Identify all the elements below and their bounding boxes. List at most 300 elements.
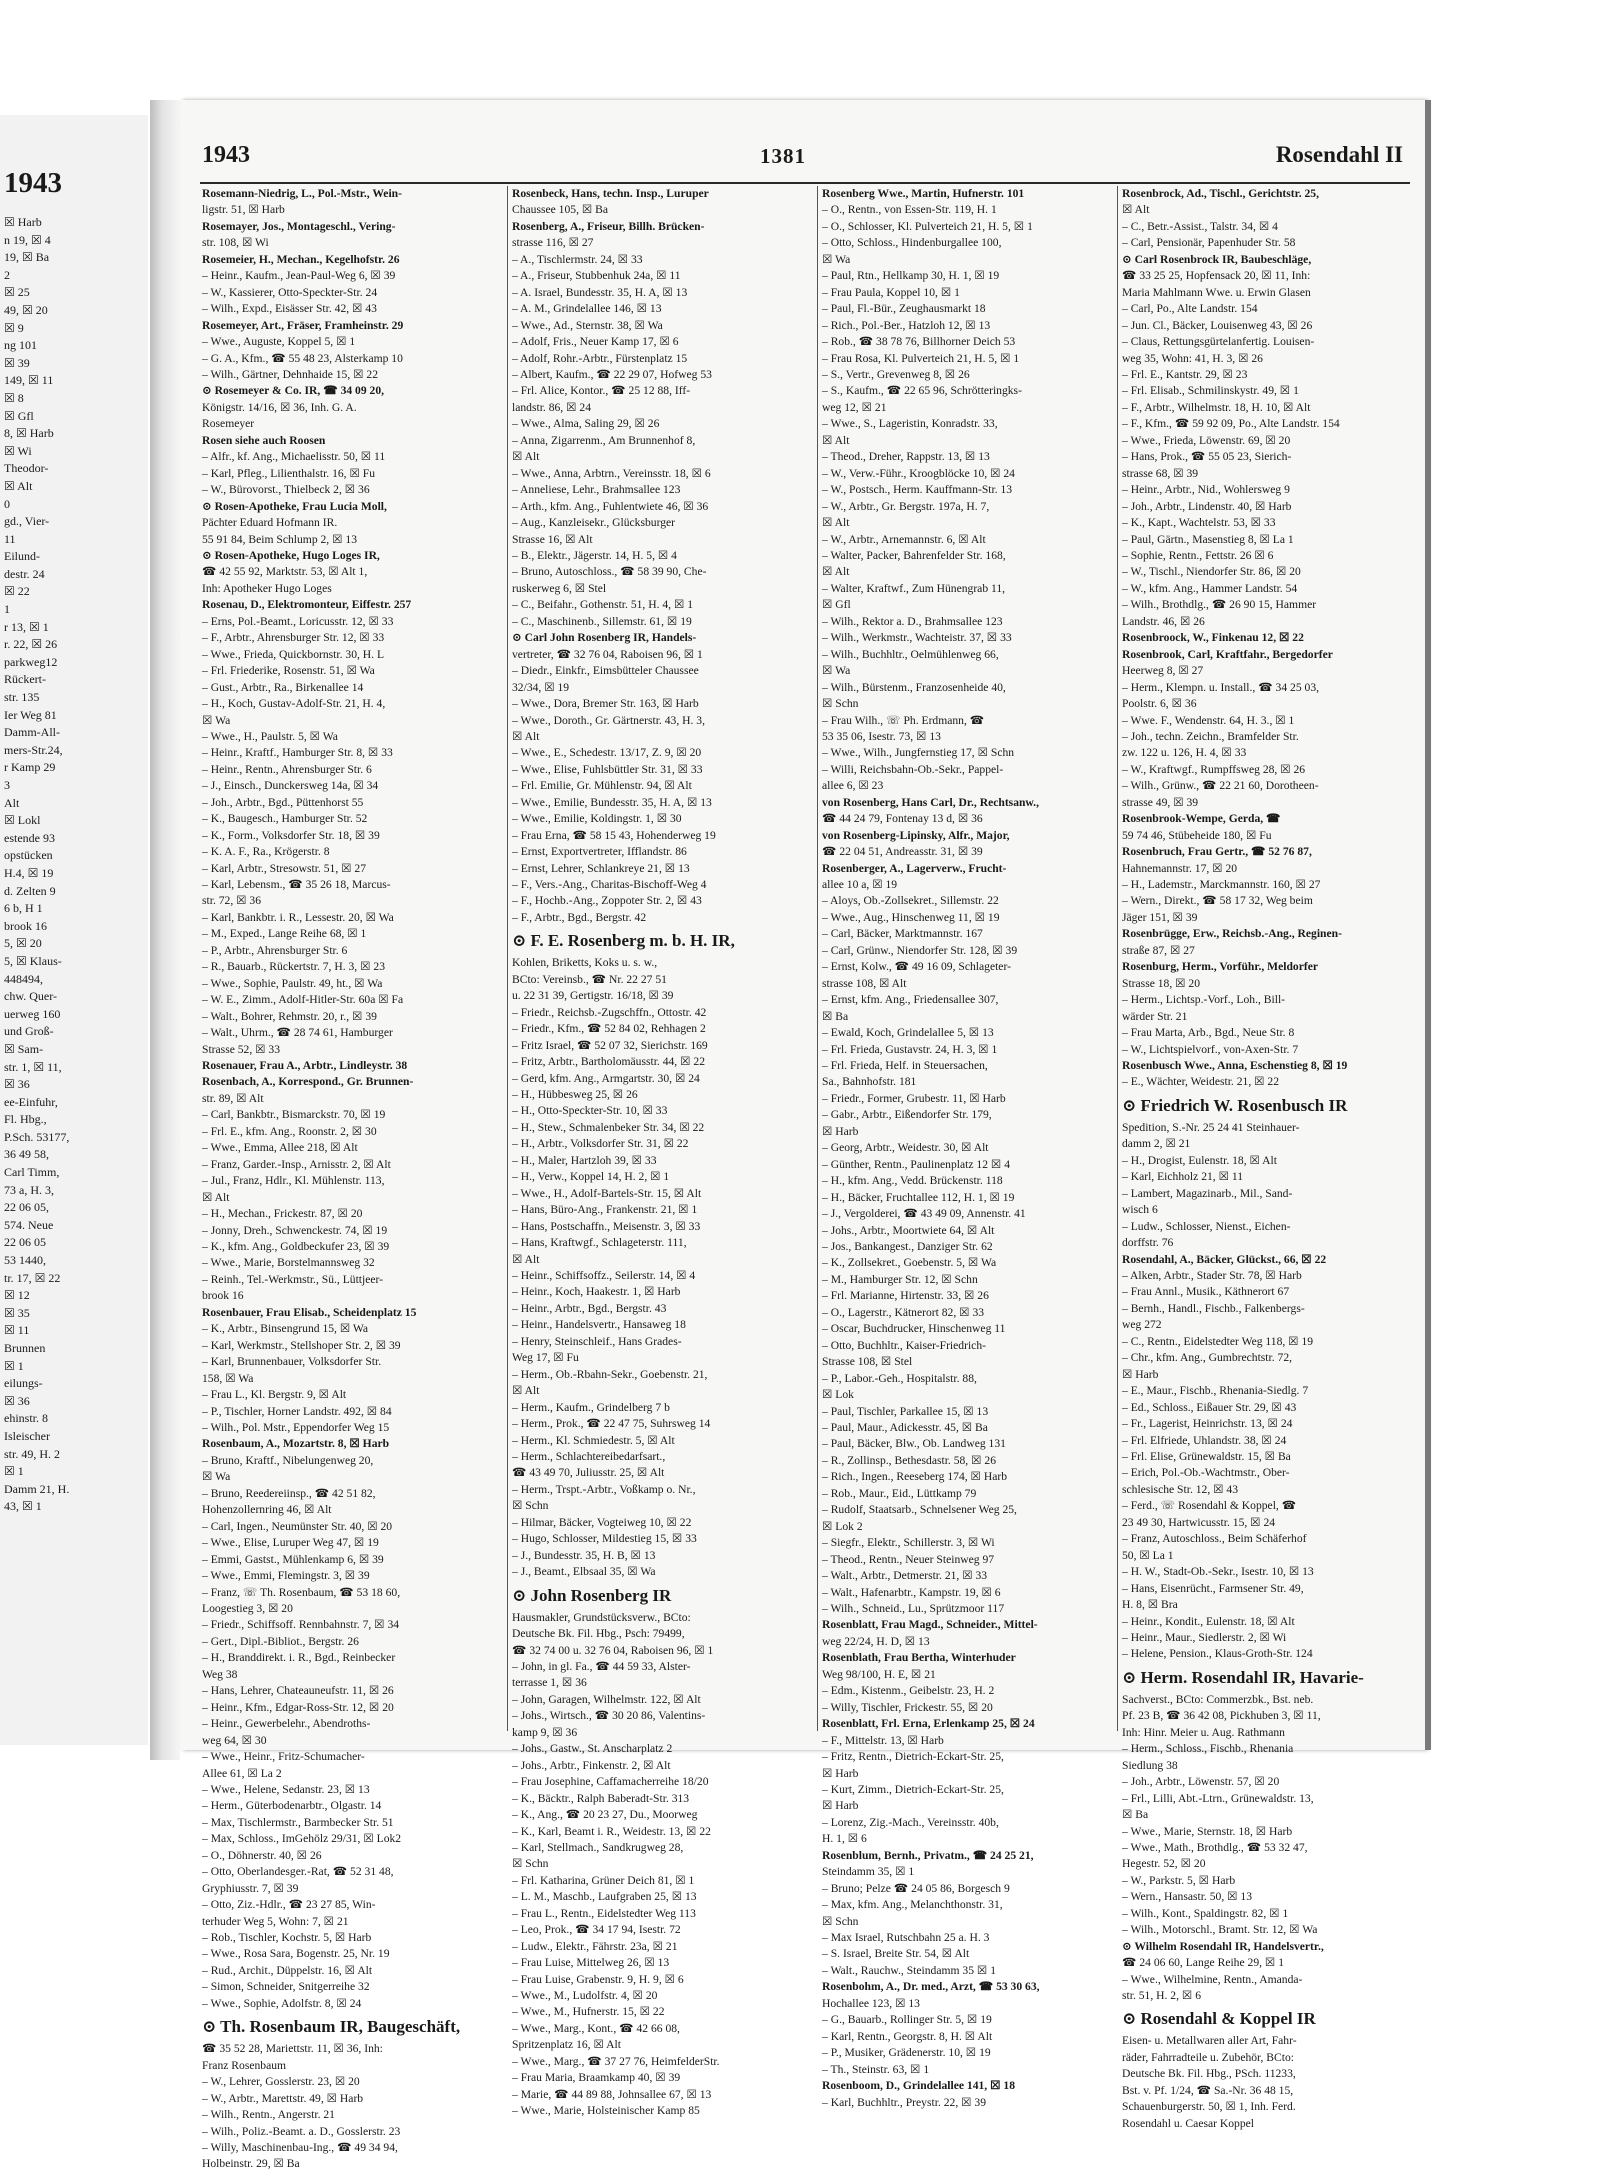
directory-entry: str. 108, ☒ Wi — [202, 236, 269, 250]
directory-entry: – Wwe., Rosa Sara, Bogenstr. 25, Nr. 19 — [202, 1947, 390, 1961]
directory-entry: – Paul, Bäcker, Blw., Ob. Landweg 131 — [822, 1437, 1006, 1451]
column-divider — [507, 186, 508, 1731]
fragment-line: chw. Quer- — [4, 989, 57, 1004]
scan-margin — [0, 0, 1600, 55]
directory-entry: – Georg, Arbtr., Weidestr. 30, ☒ Alt — [822, 1141, 989, 1155]
directory-entry: ☎ 32 74 00 u. 32 76 04, Raboisen 96, ☒ 1 — [512, 1643, 714, 1657]
directory-column-3 — [822, 186, 1122, 2109]
directory-entry: – Carl, Ingen., Neumünster Str. 40, ☒ 20 — [202, 1519, 393, 1533]
directory-entry: – Frau Erna, ☎ 58 15 43, Hohenderweg 19 — [512, 828, 716, 842]
directory-entry: Rosenbrook-Wempe, Gerda, ☎ — [1122, 812, 1281, 826]
directory-entry: ☒ Lok 2 — [822, 1519, 863, 1533]
directory-entry: str. 89, ☒ Alt — [202, 1091, 264, 1105]
directory-entry: ⊙ Th. Rosenbaum IR, Baugeschäft, — [202, 2017, 461, 2037]
directory-entry: – W., Parkstr. 5, ☒ Harb — [1122, 1873, 1236, 1887]
directory-entry: straße 87, ☒ 27 — [1122, 943, 1195, 957]
directory-entry: – Karl, Werkmstr., Stellshoper Str. 2, ☒ 39 — [202, 1338, 401, 1352]
directory-entry: – Wwe., Wilhelmine, Rentn., Amanda- — [1122, 1972, 1303, 1986]
directory-entry: – Johs., Gastw., St. Anscharplatz 2 — [512, 1742, 673, 1756]
directory-entry: – Wwe., Sophie, Paulstr. 49, ht., ☒ Wa — [202, 976, 383, 990]
directory-entry: ☎ 33 25 25, Hopfensack 20, ☒ 11, Inh: — [1122, 269, 1311, 283]
directory-entry: – Carl, Po., Alte Landstr. 154 — [1122, 302, 1258, 316]
directory-entry: – Rob., ☎ 38 78 76, Billhorner Deich 53 — [822, 335, 1016, 349]
directory-entry: – Alken, Arbtr., Stader Str. 78, ☒ Harb — [1122, 1269, 1302, 1282]
directory-entry: – R., Zollinsp., Bethesdastr. 58, ☒ 26 — [822, 1453, 996, 1467]
directory-entry: – Emmi, Gastst., Mühlenkamp 6, ☒ 39 — [202, 1552, 384, 1566]
directory-entry: – K., Kapt., Wachtelstr. 53, ☒ 33 — [1122, 516, 1276, 530]
directory-entry: – Frl. Elfriede, Uhlandstr. 38, ☒ 24 — [1122, 1433, 1287, 1447]
directory-entry: – C., Rentn., Eidelstedter Weg 118, ☒ 19 — [1122, 1334, 1314, 1348]
directory-entry: – Max Israel, Rutschbahn 25 a. H. 3 — [822, 1931, 990, 1945]
directory-entry: – Gert., Dipl.-Bibliot., Bergstr. 26 — [202, 1634, 359, 1648]
directory-entry: – Karl, Stellmach., Sandkrugweg 28, — [512, 1840, 684, 1854]
directory-entry: Strasse 16, ☒ Alt — [512, 532, 593, 546]
directory-entry: – Carl, Bäcker, Marktmannstr. 167 — [822, 927, 983, 941]
directory-entry: – Wwe., Dora, Bremer Str. 163, ☒ Harb — [512, 697, 699, 711]
directory-entry: – H., Koch, Gustav-Adolf-Str. 21, H. 4, — [202, 697, 386, 711]
directory-entry: – Wwe., H., Adolf-Bartels-Str. 15, ☒ Alt — [512, 1186, 702, 1200]
directory-column-2 — [512, 186, 812, 2118]
directory-entry: – Otto, Ziz.-Hdlr., ☎ 23 27 85, Win- — [202, 1898, 376, 1912]
directory-entry: – Frau Rosa, Kl. Pulverteich 21, H. 5, ☒ 1 — [822, 351, 1020, 365]
directory-entry: – Theod., Dreher, Rappstr. 13, ☒ 13 — [822, 450, 990, 464]
fragment-line: ☒ 1 — [4, 1358, 24, 1373]
directory-entry: Rosenbusch Wwe., Anna, Eschenstieg 8, ☒ 19 — [1122, 1059, 1348, 1073]
directory-entry: – Wwe., Emmi, Flemingstr. 3, ☒ 39 — [202, 1569, 370, 1583]
directory-entry: – H., Mechan., Frickestr. 87, ☒ 20 — [202, 1207, 363, 1221]
directory-entry: strasse 108, ☒ Alt — [822, 976, 907, 990]
directory-entry: – Frl. Emilie, Gr. Mühlenstr. 94, ☒ Alt — [512, 779, 692, 793]
directory-entry: – Wilh., Poliz.-Beamt. a. D., Gosslerstr. 23 — [202, 2124, 401, 2138]
directory-entry: – Albert, Kaufm., ☎ 22 29 07, Hofweg 53 — [512, 367, 712, 381]
directory-entry: – O., Rentn., von Essen-Str. 119, H. 1 — [822, 203, 997, 217]
directory-entry: – F., Arbtr., Ahrensburger Str. 12, ☒ 33 — [202, 631, 385, 645]
directory-entry: – Rob., Tischler, Kochstr. 5, ☒ Harb — [202, 1931, 372, 1945]
directory-entry: 50, ☒ La 1 — [1122, 1548, 1174, 1562]
directory-entry: ☒ Schn — [822, 1914, 859, 1928]
directory-entry: – Frl., Lilli, Abt.-Ltrn., Grünewaldstr. 13, — [1122, 1791, 1314, 1805]
fragment-line: brook 16 — [4, 918, 47, 933]
directory-entry: von Rosenberg, Hans Carl, Dr., Rechtsanw., — [822, 795, 1039, 809]
directory-entry: – Fritz, Rentn., Dietrich-Eckart-Str. 25, — [822, 1750, 1004, 1764]
directory-entry: – Rich., Ingen., Reeseberg 174, ☒ Harb — [822, 1470, 1008, 1484]
directory-entry: – Walt., Rauchw., Steindamm 35 ☒ 1 — [822, 1963, 997, 1977]
directory-entry: – Wilh., Rentn., Angerstr. 21 — [202, 2108, 335, 2122]
directory-entry: ☎ 43 49 70, Juliusstr. 25, ☒ Alt — [512, 1466, 665, 1480]
directory-entry: – Willi, Reichsbahn-Ob.-Sekr., Pappel- — [822, 762, 1004, 776]
directory-entry: Strasse 52, ☒ 33 — [202, 1042, 281, 1056]
directory-entry: – Hans, Büro-Ang., Frankenstr. 21, ☒ 1 — [512, 1203, 698, 1217]
fragment-line: 0 — [4, 496, 10, 511]
fragment-line: 11 — [4, 531, 16, 546]
directory-entry: – O., Lagerstr., Kätnerort 82, ☒ 33 — [822, 1305, 985, 1319]
directory-entry: H. 1, ☒ 6 — [822, 1832, 867, 1846]
directory-entry: – Wilh., Bürstenm., Franzosenheide 40, — [822, 680, 1006, 694]
directory-entry: – Bruno; Pelze ☎ 24 05 86, Borgesch 9 — [822, 1881, 1010, 1895]
previous-page-number: 1943 — [4, 167, 62, 199]
page-edge-shadow — [1425, 100, 1431, 1750]
directory-entry: – Walt., Arbtr., Detmerstr. 21, ☒ 33 — [822, 1569, 988, 1583]
directory-entry: – H., Verw., Koppel 14, H. 2, ☒ 1 — [512, 1170, 670, 1184]
directory-entry: – Friedr., Reichsb.-Zugschffn., Ottostr. 42 — [512, 1005, 707, 1019]
directory-entry: ☒ Alt — [822, 433, 850, 447]
directory-entry: räder, Fahrradteile u. Zubehör, BCto: — [1122, 2050, 1294, 2064]
directory-entry: – Aloys, Ob.-Zollsekret., Sillemstr. 22 — [822, 894, 999, 908]
directory-entry: – R., Bauarb., Rückertstr. 7, H. 3, ☒ 23 — [202, 960, 385, 974]
directory-entry: – G., Bauarb., Rollinger Str. 5, ☒ 19 — [822, 2013, 992, 2027]
directory-entry: – Joh., techn. Zeichn., Bramfelder Str. — [1122, 729, 1299, 743]
directory-entry: – Otto, Schloss., Hindenburgallee 100, — [822, 236, 1002, 250]
directory-entry: – Adolf, Rohr.-Arbtr., Fürstenplatz 15 — [512, 351, 688, 365]
directory-entry: – Frau Marta, Arb., Bgd., Neue Str. 8 — [1122, 1026, 1295, 1040]
directory-entry: terrasse 1, ☒ 36 — [512, 1676, 587, 1690]
directory-entry: – Wwe., Marie, Sternstr. 18, ☒ Harb — [1122, 1824, 1293, 1838]
directory-entry: ☒ Gfl — [822, 598, 851, 612]
directory-entry: – W., Verw.-Führ., Kroogblöcke 10, ☒ 24 — [822, 466, 1015, 480]
directory-entry: – Wwe., Alma, Saling 29, ☒ 26 — [512, 417, 660, 431]
directory-entry: – Fr., Lagerist, Heinrichstr. 13, ☒ 24 — [1122, 1417, 1293, 1431]
directory-entry: strasse 49, ☒ 39 — [1122, 795, 1199, 809]
directory-entry: – Wilh., Schneid., Lu., Sprützmoor 117 — [822, 1601, 1005, 1615]
directory-entry: – Frau L., Kl. Bergstr. 9, ☒ Alt — [202, 1388, 347, 1402]
directory-entry: – Heinr., Maur., Siedlerstr. 2, ☒ Wi — [1122, 1630, 1287, 1644]
directory-entry: – Oscar, Buchdrucker, Hinschenweg 11 — [822, 1322, 1006, 1336]
directory-entry: – Henry, Steinschleif., Hans Grades- — [512, 1334, 682, 1348]
directory-entry: kamp 9, ☒ 36 — [512, 1725, 578, 1739]
directory-entry: – Herm., Prok., ☎ 22 47 75, Suhrsweg 14 — [512, 1417, 711, 1431]
directory-entry: – Wern., Hansastr. 50, ☒ 13 — [1122, 1890, 1252, 1904]
directory-entry: – Frl. E., kfm. Ang., Roonstr. 2, ☒ 30 — [202, 1124, 377, 1138]
directory-entry: Rosen siehe auch Roosen — [202, 433, 326, 447]
directory-entry: Weg 17, ☒ Fu — [512, 1351, 579, 1365]
directory-entry: – P., Tischler, Horner Landstr. 492, ☒ 84 — [202, 1404, 392, 1418]
directory-entry: – Frau Luise, Grabenstr. 9, H. 9, ☒ 6 — [512, 1972, 684, 1986]
directory-entry: – Kurt, Zimm., Dietrich-Eckart-Str. 25, — [822, 1782, 1004, 1796]
directory-entry: – Heinr., Arbtr., Nid., Wohlersweg 9 — [1122, 483, 1290, 497]
directory-entry: Rosenblatt, Frau Magd., Schneider., Mittel- — [822, 1618, 1038, 1632]
directory-entry: ☒ Alt — [822, 516, 850, 530]
fragment-line: ☒ 25 — [4, 285, 30, 300]
directory-entry: ☒ Alt — [512, 450, 540, 464]
directory-entry: – A., Friseur, Stubbenhuk 24a, ☒ 11 — [512, 269, 681, 283]
directory-entry: – Carl, Pensionär, Papenhuder Str. 58 — [1122, 236, 1296, 250]
directory-entry: – Wwe., Aug., Hinschenweg 11, ☒ 19 — [822, 910, 1000, 924]
fragment-line: ☒ Lokl — [4, 813, 41, 828]
directory-page — [180, 100, 1425, 2171]
directory-entry: – M., Exped., Lange Reihe 68, ☒ 1 — [202, 927, 367, 941]
directory-entry: ☒ Wa — [202, 1470, 231, 1484]
fragment-line: d. Zelten 9 — [4, 883, 56, 898]
directory-entry: Rosenbruch, Frau Gertr., ☎ 52 76 87, — [1122, 845, 1312, 859]
directory-entry: – Franz, Autoschloss., Beim Schäferhof — [1122, 1532, 1307, 1546]
directory-entry: – Ewald, Koch, Grindelallee 5, ☒ 13 — [822, 1026, 994, 1040]
page-header — [180, 142, 1425, 182]
running-title: Rosendahl II — [1275, 142, 1403, 167]
directory-entry: ⊙ Rosen-Apotheke, Frau Lucia Moll, — [202, 499, 387, 513]
fragment-line: ☒ 36 — [4, 1077, 30, 1092]
directory-entry: – Ernst, Exportvertreter, Ifflandstr. 86 — [512, 845, 687, 859]
directory-entry: – K., Bäcktr., Ralph Baberadt-Str. 313 — [512, 1791, 690, 1805]
directory-entry: – F., Vers.-Ang., Charitas-Bischoff-Weg 4 — [512, 878, 707, 892]
directory-entry: – Max, kfm. Ang., Melanchthonstr. 31, — [822, 1898, 1003, 1912]
directory-entry: – Paul, Rtn., Hellkamp 30, H. 1, ☒ 19 — [822, 269, 1000, 283]
directory-entry: Chaussee 105, ☒ Ba — [512, 203, 609, 217]
directory-entry: ☒ Harb — [822, 1766, 859, 1780]
directory-entry: ☒ Ba — [822, 1009, 849, 1023]
fragment-line: ee-Einfuhr, — [4, 1094, 58, 1109]
directory-entry: – Fritz, Arbtr., Bartholomäusstr. 44, ☒ 22 — [512, 1055, 705, 1069]
directory-entry: – Ludw., Schlosser, Nienst., Eichen- — [1122, 1219, 1291, 1233]
fragment-line: 8, ☒ Harb — [4, 426, 54, 441]
directory-entry: – Wwe., M., Hufnerstr. 15, ☒ 22 — [512, 2005, 665, 2019]
directory-entry: Inh: Apotheker Hugo Loges — [202, 581, 332, 595]
fragment-line: eilungs- — [4, 1376, 43, 1391]
directory-entry: – A., Tischlermstr. 24, ☒ 33 — [512, 252, 643, 266]
directory-entry: Allee 61, ☒ La 2 — [202, 1766, 282, 1780]
directory-entry: – K., Baugesch., Hamburger Str. 52 — [202, 812, 368, 826]
directory-entry: Hegestr. 52, ☒ 20 — [1122, 1857, 1206, 1871]
directory-entry: – G. A., Kfm., ☎ 55 48 23, Alsterkamp 10 — [202, 351, 403, 365]
directory-entry: weg 35, Wohn: 41, H. 3, ☒ 26 — [1122, 351, 1263, 365]
directory-entry: – Frl. Katharina, Grüner Deich 81, ☒ 1 — [512, 1873, 695, 1887]
directory-entry: – Hilmar, Bäcker, Vogteiweg 10, ☒ 22 — [512, 1515, 692, 1529]
fragment-line: mers-Str.24, — [4, 742, 63, 757]
directory-entry: – Wilh., Gärtner, Dehnhaide 15, ☒ 22 — [202, 367, 379, 381]
directory-entry: ☒ Ba — [1122, 1808, 1149, 1822]
directory-entry: – Hans, Lehrer, Chateauneufstr. 11, ☒ 26 — [202, 1684, 394, 1698]
directory-entry: weg 272 — [1122, 1318, 1162, 1332]
directory-entry: – F., Kfm., ☎ 59 92 09, Po., Alte Landstr. 154 — [1122, 417, 1340, 431]
directory-entry: – J., Bundesstr. 35, H. B, ☒ 13 — [512, 1548, 656, 1562]
directory-entry: – B., Elektr., Jägerstr. 14, H. 5, ☒ 4 — [512, 548, 677, 562]
directory-entry: – O., Schlosser, Kl. Pulverteich 21, H. 5, ☒ 1 — [822, 219, 1033, 233]
directory-entry: – A. Israel, Bundesstr. 35, H. A, ☒ 13 — [512, 285, 688, 299]
directory-entry: ☒ Wa — [202, 713, 231, 727]
directory-entry: Rosemann-Niedrig, L., Pol.-Mstr., Wein- — [202, 187, 402, 200]
directory-entry: – Johs., Arbtr., Moortwiete 64, ☒ Alt — [822, 1223, 995, 1237]
directory-entry: – Rudolf, Staatsarb., Schnelsener Weg 25, — [822, 1503, 1017, 1517]
directory-entry: – W., Bürovorst., Thielbeck 2, ☒ 36 — [202, 483, 370, 497]
fragment-line: str. 49, H. 2 — [4, 1446, 61, 1461]
directory-entry: – Wilh., Kont., Spaldingstr. 82, ☒ 1 — [1122, 1906, 1289, 1920]
directory-entry: – Paul, Maur., Adickesstr. 45, ☒ Ba — [822, 1420, 988, 1434]
column-divider — [817, 186, 818, 1731]
directory-entry: – Heinr., Kondit., Eulenstr. 18, ☒ Alt — [1122, 1614, 1295, 1628]
directory-entry: – Wwe., Helene, Sedanstr. 23, ☒ 13 — [202, 1782, 370, 1796]
directory-entry: – S., Vertr., Grevenweg 8, ☒ 26 — [822, 367, 970, 381]
directory-entry: – Hans, Eisenrücht., Farmsener Str. 49, — [1122, 1581, 1304, 1595]
directory-entry: – Wwe., Marg., Kont., ☎ 42 66 08, — [512, 2021, 680, 2035]
directory-entry: Rosemeyer — [202, 417, 255, 431]
directory-entry: BCto: Vereinsb., ☎ Nr. 22 27 51 — [512, 972, 667, 986]
directory-entry: Rosenblath, Frau Bertha, Winterhuder — [822, 1651, 1016, 1665]
directory-entry: ⊙ Friedrich W. Rosenbusch IR — [1122, 1095, 1348, 1115]
directory-entry: – Herm., Kaufm., Grindelberg 7 b — [512, 1400, 670, 1414]
directory-entry: Rosendahl u. Caesar Koppel — [1122, 2116, 1255, 2130]
directory-entry: – Lorenz, Zig.-Mach., Vereinsstr. 40b, — [822, 1815, 999, 1829]
fragment-line: 36 49 58, — [4, 1147, 49, 1162]
directory-entry: ☒ Alt — [512, 1384, 540, 1398]
fragment-line: und Groß- — [4, 1024, 54, 1039]
directory-entry: – Bruno, Kraftf., Nibelungenweg 20, — [202, 1453, 374, 1467]
directory-entry: allee 6, ☒ 23 — [822, 779, 884, 793]
directory-entry: – Frau Josephine, Caffamacherreihe 18/20 — [512, 1775, 709, 1789]
directory-entry: Hahnemannstr. 17, ☒ 20 — [1122, 861, 1238, 875]
directory-entry: – Reinh., Tel.-Werkmstr., Sü., Lüttjeer- — [202, 1272, 384, 1286]
directory-entry: – Hugo, Schlosser, Mildestieg 15, ☒ 33 — [512, 1532, 697, 1546]
fragment-line: ☒ Sam- — [4, 1041, 44, 1056]
directory-entry: ☒ Lok — [822, 1388, 854, 1402]
directory-entry: Franz Rosenbaum — [202, 2058, 287, 2072]
directory-entry: ⊙ F. E. Rosenberg m. b. H. IR, — [512, 931, 735, 951]
directory-entry: – Johs., Wirtsch., ☎ 30 20 86, Valentins- — [512, 1709, 706, 1723]
directory-entry: – Hans, Prok., ☎ 55 05 23, Sierich- — [1122, 450, 1292, 464]
directory-entry: – P., Labor.-Geh., Hospitalstr. 88, — [822, 1371, 977, 1385]
directory-entry: – Wwe. F., Wendenstr. 64, H. 3., ☒ 1 — [1122, 713, 1295, 727]
directory-entry: – Gust., Arbtr., Ra., Birkenallee 14 — [202, 680, 364, 694]
directory-entry: – Heinr., Koch, Haakestr. 1, ☒ Harb — [512, 1285, 681, 1299]
directory-entry: – Arth., kfm. Ang., Fuhlentwiete 46, ☒ 36 — [512, 499, 709, 513]
directory-entry: – Wwe., Marg., ☎ 37 27 76, HeimfelderStr. — [512, 2054, 720, 2068]
directory-entry: ⊙ Carl John Rosenberg IR, Handels- — [512, 631, 697, 645]
directory-entry: – K., Zollsekret., Goebenstr. 5, ☒ Wa — [822, 1256, 997, 1270]
directory-entry: – Heinr., Schiffsoffz., Seilerstr. 14, ☒ 4 — [512, 1269, 696, 1282]
fragment-line: 448494, — [4, 971, 43, 986]
fragment-line: 3 — [4, 778, 10, 792]
fragment-line: 22 06 05 — [4, 1235, 46, 1250]
directory-entry: – Walt., Bohrer, Rehmstr. 20, r., ☒ 39 — [202, 1009, 377, 1023]
directory-entry: – F., Arbtr., Bgd., Bergstr. 42 — [512, 910, 647, 924]
directory-entry: – Frau Wilh., ☏ Ph. Erdmann, ☎ — [822, 713, 985, 727]
column-divider — [1117, 186, 1118, 1731]
directory-entry: – Wwe., Frieda, Löwenstr. 69, ☒ 20 — [1122, 433, 1291, 447]
directory-entry: – Diedr., Einkfr., Eimsbütteler Chaussee — [512, 664, 699, 678]
fragment-line: ☒ Harb — [4, 215, 42, 229]
directory-entry: – Gerd, kfm. Ang., Armgartstr. 30, ☒ 24 — [512, 1071, 700, 1085]
fragment-line: Carl Timm, — [4, 1165, 60, 1180]
directory-entry: ☒ Harb — [822, 1799, 859, 1813]
directory-entry: Königstr. 14/16, ☒ 36, Inh. G. A. — [202, 400, 357, 414]
fragment-line: 49, ☒ 20 — [4, 302, 48, 317]
directory-entry: – Heinr., Kfm., Edgar-Ross-Str. 12, ☒ 20 — [202, 1700, 394, 1714]
fragment-line: ☒ 12 — [4, 1288, 30, 1303]
directory-entry: – Johs., Arbtr., Finkenstr. 2, ☒ Alt — [512, 1758, 671, 1772]
directory-entry: Rosenboom, D., Grindelallee 141, ☒ 18 — [822, 2079, 1015, 2093]
directory-entry: – Frl. Frieda, Gustavstr. 24, H. 3, ☒ 1 — [822, 1042, 998, 1056]
directory-entry: zw. 122 u. 126, H. 4, ☒ 33 — [1122, 746, 1247, 760]
directory-entry: – J., Beamt., Elbsaal 35, ☒ Wa — [512, 1565, 656, 1579]
previous-page-fragment — [0, 115, 148, 1745]
fragment-line: r 13, ☒ 1 — [4, 619, 49, 634]
directory-entry: – Helene, Pension., Klaus-Groth-Str. 124 — [1122, 1647, 1313, 1661]
directory-entry: – W., Kraftwgf., Rumpffsweg 28, ☒ 26 — [1122, 762, 1306, 776]
fragment-line: ☒ 36 — [4, 1393, 30, 1408]
directory-entry: – K., Karl, Beamt i. R., Weidestr. 13, ☒ 22 — [512, 1824, 711, 1838]
directory-entry: Rosenbohm, A., Dr. med., Arzt, ☎ 53 30 63, — [822, 1980, 1040, 1994]
directory-entry: – W., kfm. Ang., Hammer Landstr. 54 — [1122, 581, 1298, 595]
directory-entry: – Wwe., S., Lageristin, Konradstr. 33, — [822, 417, 998, 431]
directory-entry: – Willy, Tischler, Frickestr. 55, ☒ 20 — [822, 1700, 993, 1714]
directory-entry: – K., Ang., ☎ 20 23 27, Du., Moorweg — [512, 1808, 698, 1822]
directory-entry: – Wilh., Rektor a. D., Brahmsallee 123 — [822, 614, 1003, 628]
fragment-line: ☒ 9 — [4, 320, 24, 335]
directory-entry: – H., Bäcker, Fruchtallee 112, H. 1, ☒ 19 — [822, 1190, 1015, 1204]
fragment-line: ☒ 35 — [4, 1305, 30, 1320]
directory-entry: – Alfr., kf. Ang., Michaelisstr. 50, ☒ 11 — [202, 450, 386, 464]
fragment-line: Alt — [4, 795, 20, 810]
directory-entry: ☒ Alt — [512, 1252, 540, 1266]
fragment-line: 1 — [4, 602, 10, 617]
fragment-line: tr. 17, ☒ 22 — [4, 1270, 61, 1285]
directory-entry: – Frl. E., Kantstr. 29, ☒ 23 — [1122, 367, 1248, 381]
directory-entry: Gryphiusstr. 7, ☒ 39 — [202, 1881, 299, 1895]
directory-entry: – Friedr., Kfm., ☎ 52 84 02, Rehhagen 2 — [512, 1022, 706, 1036]
directory-entry: 23 49 30, Hartwicusstr. 15, ☒ 24 — [1122, 1515, 1276, 1529]
fragment-line: 22 06 05, — [4, 1200, 49, 1215]
directory-entry: – W., Postsch., Herm. Kauffmann-Str. 13 — [822, 483, 1013, 497]
directory-entry: – W., Tischl., Niendorfer Str. 86, ☒ 20 — [1122, 565, 1301, 579]
directory-column-1 — [202, 186, 502, 2171]
directory-entry: ☒ Wa — [822, 252, 851, 266]
directory-entry: – W., Arbtr., Arnemannstr. 6, ☒ Alt — [822, 532, 986, 546]
directory-entry: – Walter, Kraftwf., Zum Hünengrab 11, — [822, 581, 1006, 595]
directory-entry: – Theod., Rentn., Neuer Steinweg 97 — [822, 1552, 995, 1566]
fragment-line: Fl. Hbg., — [4, 1112, 47, 1127]
directory-entry: Strasse 18, ☒ 20 — [1122, 976, 1201, 990]
directory-entry: – Wern., Direkt., ☎ 58 17 32, Weg beim — [1122, 894, 1313, 908]
fragment-line: 2 — [4, 267, 10, 282]
directory-entry: – E., Wächter, Weidestr. 21, ☒ 22 — [1122, 1075, 1279, 1089]
directory-entry: – Frau Luise, Mittelweg 26, ☒ 13 — [512, 1956, 670, 1970]
directory-entry: – Claus, Rettungsgürtelanfertig. Louisen- — [1122, 335, 1315, 349]
directory-entry: ☒ Harb — [1122, 1367, 1159, 1381]
directory-entry: – Gabr., Arbtr., Eißendorfer Str. 179, — [822, 1108, 992, 1122]
directory-entry: – Wwe., Anna, Arbtrn., Vereinsstr. 18, ☒ 6 — [512, 466, 711, 480]
directory-entry: – Ernst, Kolw., ☎ 49 16 09, Schlageter- — [822, 960, 1011, 974]
directory-entry: – John, Garagen, Wilhelmstr. 122, ☒ Alt — [512, 1692, 701, 1706]
fragment-line: Damm-All- — [4, 725, 60, 740]
directory-entry: – H. W., Stadt-Ob.-Sekr., Isestr. 10, ☒ 13 — [1122, 1565, 1314, 1579]
directory-entry: ☒ Alt — [202, 1190, 230, 1204]
directory-entry: – W., Lichtspielvorf., von-Axen-Str. 7 — [1122, 1042, 1299, 1056]
fragment-line: 5, ☒ 20 — [4, 936, 42, 951]
directory-entry: weg 64, ☒ 30 — [202, 1733, 267, 1747]
directory-entry: ☒ Schn — [822, 697, 859, 711]
directory-entry: – Wilh., Motorschl., Bramt. Str. 12, ☒ Wa — [1122, 1923, 1318, 1937]
directory-entry: – Max, Schloss., ImGehölz 29/31, ☒ Lok2 — [202, 1832, 402, 1846]
fragment-line: ☒ 1 — [4, 1464, 24, 1479]
directory-entry: Schauenburgerstr. 50, ☒ 1, Inh. Ferd. — [1122, 2100, 1296, 2114]
fragment-line: Brunnen — [4, 1341, 46, 1355]
directory-entry: – Aug., Kanzleisekr., Glücksburger — [512, 516, 676, 530]
directory-entry: – Carl, Bankbtr., Bismarckstr. 70, ☒ 19 — [202, 1108, 386, 1122]
directory-entry: – Karl, Brunnenbauer, Volksdorfer Str. — [202, 1355, 382, 1369]
directory-entry: – Karl, Lebensm., ☎ 35 26 18, Marcus- — [202, 878, 391, 892]
fragment-line: 19, ☒ Ba — [4, 250, 50, 265]
directory-entry: – Frl. Elisab., Schmilinskystr. 49, ☒ 1 — [1122, 384, 1299, 398]
fragment-line: ☒ Gfl — [4, 408, 34, 423]
directory-entry: – F., Mittelstr. 13, ☒ Harb — [822, 1733, 944, 1747]
directory-entry: – K., kfm. Ang., Goldbeckufer 23, ☒ 39 — [202, 1240, 390, 1253]
directory-entry: – Wwe., Sophie, Adolfstr. 8, ☒ 24 — [202, 1996, 362, 2010]
directory-entry: Weg 98/100, H. E, ☒ 21 — [822, 1667, 936, 1681]
directory-entry: Deutsche Bk. Fil. Hbg., PSch. 11233, — [1122, 2067, 1296, 2081]
directory-entry: – Walter, Packer, Bahrenfelder Str. 168, — [822, 548, 1006, 562]
directory-entry: ☒ Wa — [822, 664, 851, 678]
fragment-line: str. 1, ☒ 11, — [4, 1059, 62, 1074]
directory-entry: – Bruno, Reedereiinsp., ☎ 42 51 82, — [202, 1486, 376, 1500]
directory-entry: Rosenbroock, W., Finkenau 12, ☒ 22 — [1122, 631, 1304, 645]
